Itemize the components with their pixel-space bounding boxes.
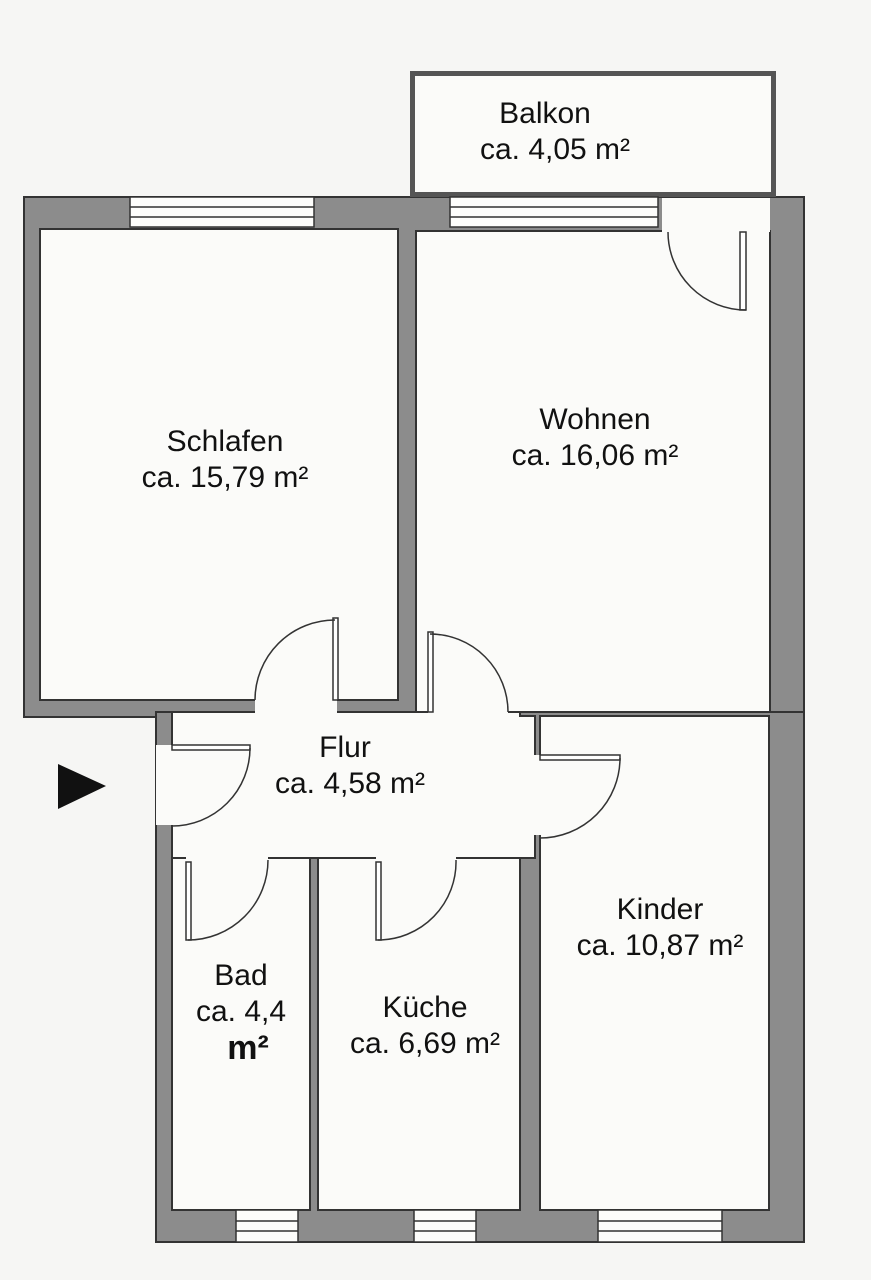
flur-area-text: ca. 4,58 m²: [274, 767, 426, 800]
wohnen-label: [475, 402, 715, 474]
window-kinder: [598, 1210, 722, 1242]
flur-name: Flur: [319, 731, 371, 764]
bad-area-text-2: m²: [227, 1029, 269, 1067]
kueche-area-text: ca. 6,69 m²: [349, 1027, 501, 1060]
schlafen-name: Schlafen: [166, 425, 284, 458]
schlafen-label: [110, 424, 340, 496]
window-bad: [236, 1210, 298, 1242]
balkon-label: [445, 96, 665, 168]
kinder-area-text: ca. 10,87 m²: [576, 929, 744, 962]
flur-label: [235, 730, 465, 802]
kueche-label: [320, 990, 530, 1062]
bad-area-text-1: ca. 4,4: [195, 995, 287, 1028]
window-wohnen: [450, 197, 658, 227]
window-schlafen: [130, 197, 314, 227]
kinder-name: Kinder: [616, 893, 704, 926]
schlafen-area-text: ca. 15,79 m²: [141, 461, 309, 494]
kinder-label: [548, 892, 772, 964]
window-kueche: [414, 1210, 476, 1242]
bad-name: Bad: [214, 959, 268, 992]
kueche-name: Küche: [382, 991, 468, 1024]
balkon-area-text: ca. 4,05 m²: [479, 133, 631, 166]
wohnen-area-text: ca. 16,06 m²: [511, 439, 679, 472]
balkon-name: Balkon: [499, 97, 591, 130]
bad-label: [176, 958, 306, 1066]
arrow-right-icon: [58, 764, 106, 809]
wohnen-name: Wohnen: [539, 403, 651, 436]
